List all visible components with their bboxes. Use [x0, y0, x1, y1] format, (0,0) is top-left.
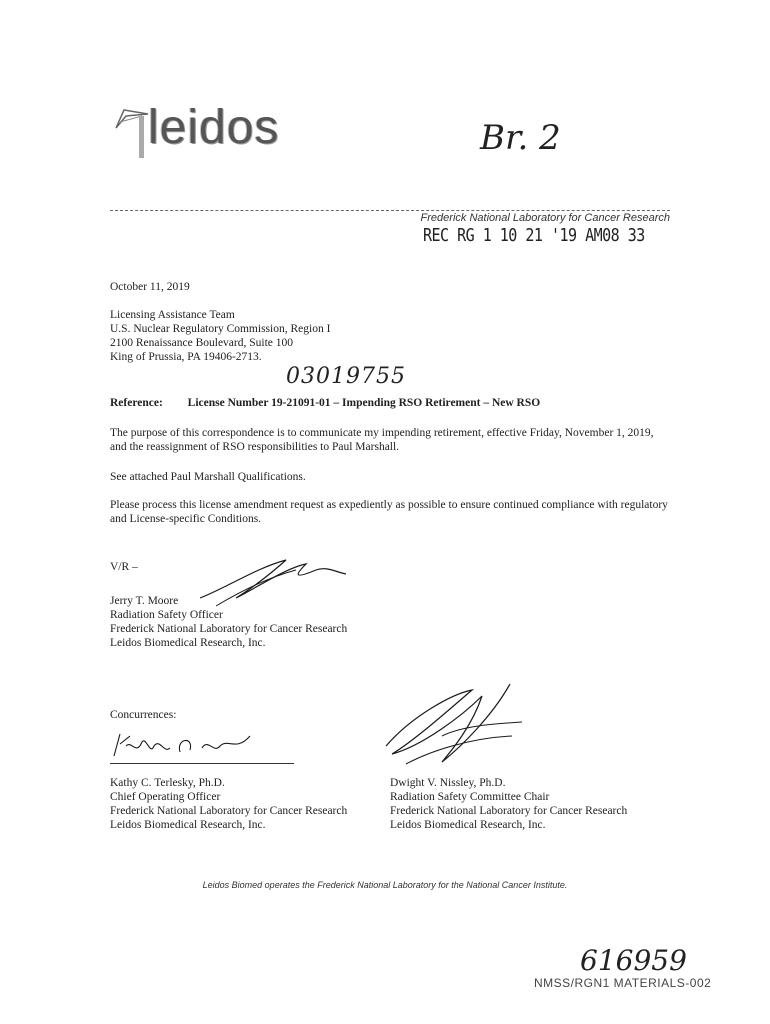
concurrer-org: Frederick National Laboratory for Cancer Research — [110, 805, 348, 817]
received-stamp: REC RG 1 10 21 '19 AM08 33 — [423, 224, 645, 246]
concurrer-company: Leidos Biomedical Research, Inc. — [390, 819, 546, 831]
page-footer: Leidos Biomed operates the Frederick National Laboratory for the National Cancer Institute. — [202, 880, 568, 890]
signature-dwight-nissley — [382, 676, 532, 772]
recipient-address — [110, 308, 330, 364]
body-paragraph-attachment: See attached Paul Marshall Qualifications. — [110, 471, 306, 483]
concurrer-left-block — [110, 776, 347, 832]
recipient-line: U.S. Nuclear Regulatory Commission, Region I — [110, 323, 331, 335]
recipient-line: King of Prussia, PA 19406-2713. — [110, 351, 262, 363]
signature-kathy-terlesky — [110, 728, 260, 764]
concurrer-right-block — [390, 776, 627, 832]
header-divider — [110, 210, 670, 211]
concurrer-title: Chief Operating Officer — [110, 791, 221, 803]
letter-date: October 11, 2019 — [110, 281, 190, 293]
concurrer-name: Kathy C. Terlesky, Ph.D. — [110, 777, 225, 789]
reference-text: License Number 19-21091-01 – Impending RSO Retirement – New RSO — [187, 397, 541, 409]
concurrer-title: Radiation Safety Committee Chair — [390, 791, 550, 803]
body-paragraph-request: Please process this license amendment request as expediently as possible to ensure continued compliance with regulatory and License-specific Conditions. — [110, 499, 668, 525]
closing: V/R – — [110, 561, 138, 573]
signer-main-company: Leidos Biomedical Research, Inc. — [110, 637, 266, 649]
recipient-line: Licensing Assistance Team — [110, 309, 235, 321]
concurrer-company: Leidos Biomedical Research, Inc. — [110, 819, 266, 831]
signer-main-title: Radiation Safety Officer — [110, 609, 223, 621]
concurrences-label: Concurrences: — [110, 709, 177, 721]
reference-label: Reference: — [110, 397, 163, 409]
reference-line — [110, 396, 540, 410]
body-paragraph-purpose: The purpose of this correspondence is to communicate my impending retirement, effective Friday, November 1, 2019, and the reassignment of RSO responsibilities to Paul Marshall. — [110, 427, 654, 453]
recipient-line: 2100 Renaissance Boulevard, Suite 100 — [110, 337, 294, 349]
signer-main-name: Jerry T. Moore — [110, 595, 179, 607]
concurrer-name: Dwight V. Nissley, Ph.D. — [390, 777, 506, 789]
signer-main-block — [110, 594, 347, 650]
handwritten-note: Br. 2 — [480, 118, 561, 158]
logo-text: leidos — [148, 101, 280, 154]
signature-line-left — [110, 763, 294, 764]
concurrer-org: Frederick National Laboratory for Cancer Research — [390, 805, 628, 817]
organization-header: Frederick National Laboratory for Cancer Research — [420, 212, 670, 224]
materials-stamp: NMSS/RGN1 MATERIALS-002 — [534, 976, 712, 990]
logo-vertical-text-icon — [138, 116, 146, 158]
handwritten-id: 616959 — [580, 944, 687, 977]
handwritten-docket-number: 03019755 — [286, 364, 406, 389]
signer-main-org: Frederick National Laboratory for Cancer Research — [110, 623, 348, 635]
